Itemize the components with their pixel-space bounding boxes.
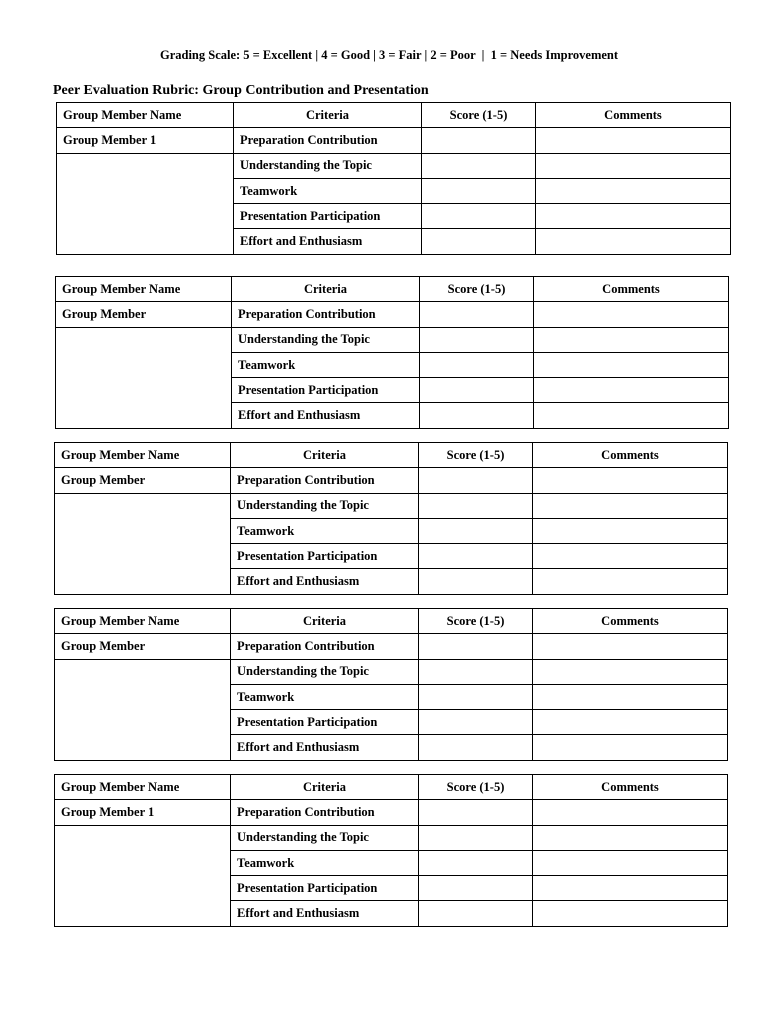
criteria-row [55, 800, 728, 825]
rubric-table-1 [56, 102, 731, 255]
criteria-cell: Preparation Contribution [234, 128, 422, 153]
criteria-cell: Understanding the Topic [231, 659, 419, 684]
rubric-table-3 [54, 442, 728, 595]
criteria-cell: Presentation Participation [234, 204, 422, 229]
score-cell[interactable] [419, 876, 533, 901]
member-name-cell[interactable]: Group Member 1 [55, 800, 231, 825]
header-criteria: Criteria [231, 775, 419, 800]
grading-scale: Grading Scale: 5 = Excellent | 4 = Good | 3 = Fair | 2 = Poor | 1 = Needs Improvement [159, 48, 619, 62]
criteria-cell: Understanding the Topic [232, 327, 420, 352]
score-cell[interactable] [419, 468, 533, 493]
member-name-cell[interactable]: Group Member [55, 634, 231, 659]
criteria-cell: Teamwork [231, 684, 419, 709]
comments-cell[interactable] [533, 876, 728, 901]
header-row [55, 775, 728, 800]
rubric-table-2 [55, 276, 729, 429]
comments-cell[interactable] [536, 178, 731, 203]
member-name-blank-cell[interactable] [55, 659, 231, 760]
header-row [55, 609, 728, 634]
member-name-blank-cell[interactable] [55, 825, 231, 926]
criteria-cell: Preparation Contribution [232, 302, 420, 327]
member-name-blank-cell[interactable] [57, 153, 234, 254]
comments-cell[interactable] [533, 684, 728, 709]
header-comments: Comments [534, 277, 729, 302]
header-score: Score (1-5) [420, 277, 534, 302]
criteria-cell: Understanding the Topic [231, 825, 419, 850]
comments-cell[interactable] [534, 327, 729, 352]
header-name: Group Member Name [55, 609, 231, 634]
comments-cell[interactable] [533, 659, 728, 684]
comments-cell[interactable] [533, 735, 728, 760]
member-name-cell[interactable]: Group Member 1 [57, 128, 234, 153]
score-cell[interactable] [419, 518, 533, 543]
comments-cell[interactable] [533, 544, 728, 569]
score-cell[interactable] [419, 901, 533, 926]
comments-cell[interactable] [533, 634, 728, 659]
comments-cell[interactable] [534, 352, 729, 377]
criteria-cell: Effort and Enthusiasm [231, 901, 419, 926]
header-criteria: Criteria [234, 103, 422, 128]
criteria-row [55, 825, 728, 850]
comments-cell[interactable] [533, 493, 728, 518]
criteria-cell: Presentation Participation [231, 876, 419, 901]
criteria-cell: Effort and Enthusiasm [231, 735, 419, 760]
header-score: Score (1-5) [419, 609, 533, 634]
criteria-cell: Teamwork [231, 850, 419, 875]
criteria-cell: Effort and Enthusiasm [234, 229, 422, 254]
score-cell[interactable] [419, 850, 533, 875]
score-cell[interactable] [422, 229, 536, 254]
score-cell[interactable] [420, 352, 534, 377]
comments-cell[interactable] [533, 825, 728, 850]
criteria-cell: Teamwork [232, 352, 420, 377]
comments-cell[interactable] [534, 403, 729, 428]
score-cell[interactable] [422, 178, 536, 203]
member-name-blank-cell[interactable] [56, 327, 232, 428]
member-name-cell[interactable]: Group Member [55, 468, 231, 493]
rubric-table-4 [54, 608, 728, 761]
score-cell[interactable] [422, 128, 536, 153]
score-cell[interactable] [419, 735, 533, 760]
header-name: Group Member Name [55, 443, 231, 468]
comments-cell[interactable] [533, 901, 728, 926]
comments-cell[interactable] [536, 229, 731, 254]
criteria-cell: Preparation Contribution [231, 468, 419, 493]
rubric-title: Peer Evaluation Rubric: Group Contribution and Presentation [53, 83, 429, 98]
criteria-row [55, 659, 728, 684]
criteria-cell: Teamwork [234, 178, 422, 203]
member-name-cell[interactable]: Group Member [56, 302, 232, 327]
score-cell[interactable] [419, 493, 533, 518]
comments-cell[interactable] [536, 153, 731, 178]
score-cell[interactable] [419, 684, 533, 709]
criteria-row [55, 468, 728, 493]
header-score: Score (1-5) [422, 103, 536, 128]
header-row [55, 443, 728, 468]
criteria-cell: Understanding the Topic [231, 493, 419, 518]
score-cell[interactable] [420, 302, 534, 327]
comments-cell[interactable] [536, 204, 731, 229]
criteria-row [56, 302, 729, 327]
header-criteria: Criteria [231, 443, 419, 468]
score-cell[interactable] [419, 569, 533, 594]
criteria-cell: Preparation Contribution [231, 634, 419, 659]
criteria-cell: Preparation Contribution [231, 800, 419, 825]
score-cell[interactable] [419, 825, 533, 850]
criteria-cell: Presentation Participation [232, 378, 420, 403]
header-comments: Comments [533, 775, 728, 800]
comments-cell[interactable] [533, 468, 728, 493]
criteria-cell: Presentation Participation [231, 710, 419, 735]
comments-cell[interactable] [533, 569, 728, 594]
criteria-cell: Effort and Enthusiasm [232, 403, 420, 428]
criteria-cell: Teamwork [231, 518, 419, 543]
score-cell[interactable] [419, 710, 533, 735]
score-cell[interactable] [419, 659, 533, 684]
header-criteria: Criteria [231, 609, 419, 634]
header-comments: Comments [533, 443, 728, 468]
header-comments: Comments [533, 609, 728, 634]
criteria-cell: Understanding the Topic [234, 153, 422, 178]
comments-cell[interactable] [533, 850, 728, 875]
header-name: Group Member Name [56, 277, 232, 302]
criteria-row [55, 634, 728, 659]
comments-cell[interactable] [536, 128, 731, 153]
comments-cell[interactable] [534, 378, 729, 403]
criteria-row [57, 153, 731, 178]
header-row [56, 277, 729, 302]
score-cell[interactable] [420, 403, 534, 428]
score-cell[interactable] [422, 153, 536, 178]
score-cell[interactable] [420, 327, 534, 352]
header-comments: Comments [536, 103, 731, 128]
score-cell[interactable] [422, 204, 536, 229]
criteria-row [57, 128, 731, 153]
comments-cell[interactable] [533, 800, 728, 825]
header-score: Score (1-5) [419, 775, 533, 800]
member-name-blank-cell[interactable] [55, 493, 231, 594]
criteria-cell: Effort and Enthusiasm [231, 569, 419, 594]
header-criteria: Criteria [232, 277, 420, 302]
rubric-table-5 [54, 774, 728, 927]
header-name: Group Member Name [55, 775, 231, 800]
score-cell[interactable] [419, 544, 533, 569]
score-cell[interactable] [419, 800, 533, 825]
comments-cell[interactable] [533, 518, 728, 543]
header-row [57, 103, 731, 128]
criteria-row [55, 493, 728, 518]
score-cell[interactable] [420, 378, 534, 403]
comments-cell[interactable] [533, 710, 728, 735]
header-score: Score (1-5) [419, 443, 533, 468]
header-name: Group Member Name [57, 103, 234, 128]
criteria-row [56, 327, 729, 352]
comments-cell[interactable] [534, 302, 729, 327]
score-cell[interactable] [419, 634, 533, 659]
criteria-cell: Presentation Participation [231, 544, 419, 569]
